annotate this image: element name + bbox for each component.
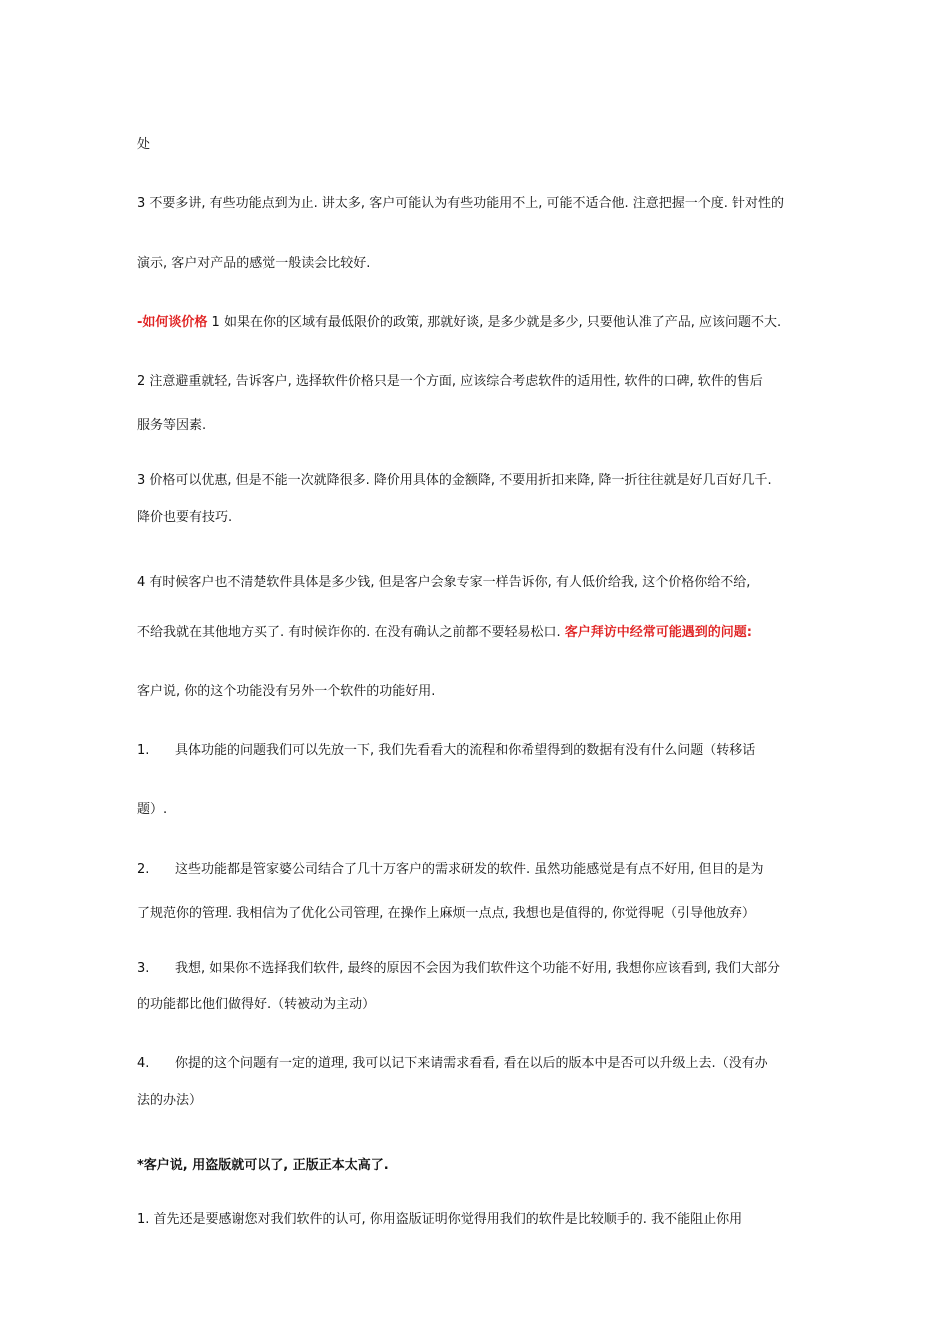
- text-line: 4 有时候客户也不清楚软件具体是多少钱, 但是客户会象专家一样告诉你, 有人低价给我, 这个价格你给不给,: [137, 575, 751, 590]
- text-line: 不给我就在其他地方买了. 有时候诈你的. 在没有确认之前都不要轻易松口. 客户拜访中经常可能遇到的问题:: [137, 625, 752, 640]
- section-heading-price: -如何谈价格: [137, 315, 208, 330]
- list-item-continuation: 法的办法）: [137, 1093, 203, 1108]
- list-item: 1. 具体功能的问题我们可以先放一下, 我们先看看大的流程和你希望得到的数据有没有什么问题（转移话: [137, 743, 756, 758]
- text-line: 3 价格可以优惠, 但是不能一次就降很多. 降价用具体的金额降, 不要用折扣来降, 降一折往往就是好几百好几千.: [137, 473, 772, 488]
- text-line: 客户说, 你的这个功能没有另外一个软件的功能好用.: [137, 684, 436, 699]
- list-item: 4. 你提的这个问题有一定的道理, 我可以记下来请需求看看, 看在以后的版本中是否可以升级上去.（没有办: [137, 1056, 768, 1071]
- text-line: -如何谈价格 1 如果在你的区域有最低限价的政策, 那就好谈, 是多少就是多少, 只要他认准了产品, 应该问题不大.: [137, 315, 782, 330]
- text-line: 3 不要多讲, 有些功能点到为止. 讲太多, 客户可能认为有些功能用不上, 可能不适合他. 注意把握一个度. 针对性的: [137, 196, 784, 211]
- text-line: 演示, 客户对产品的感觉一般读会比较好.: [137, 256, 371, 271]
- text-line: 2 注意避重就轻, 告诉客户, 选择软件价格只是一个方面, 应该综合考虑软件的适用性, 软件的口碑, 软件的售后: [137, 374, 763, 389]
- list-item-continuation: 的功能都比他们做得好.（转被动为主动）: [137, 997, 376, 1012]
- list-item-continuation: 了规范你的管理. 我相信为了优化公司管理, 在操作上麻烦一点点, 我想也是值得的, 你觉得呢（引导他放弃）: [137, 906, 756, 921]
- section-heading-questions: 客户拜访中经常可能遇到的问题:: [564, 625, 752, 640]
- list-item: 2. 这些功能都是管家婆公司结合了几十万客户的需求研发的软件. 虽然功能感觉是有点不好用, 但目的是为: [137, 862, 764, 877]
- text-line: 1. 首先还是要感谢您对我们软件的认可, 你用盗版证明你觉得用我们的软件是比较顺手的. 我不能阻止你用: [137, 1212, 743, 1227]
- text-line: 降价也要有技巧.: [137, 510, 233, 525]
- text-line: 服务等因素.: [137, 418, 207, 433]
- text-line: 处: [137, 137, 151, 152]
- section-heading-piracy: *客户说, 用盗版就可以了, 正版正本太高了.: [137, 1158, 389, 1173]
- list-item-continuation: 题）.: [137, 802, 168, 817]
- list-item: 3. 我想, 如果你不选择我们软件, 最终的原因不会因为我们软件这个功能不好用, 我想你应该看到, 我们大部分: [137, 961, 781, 976]
